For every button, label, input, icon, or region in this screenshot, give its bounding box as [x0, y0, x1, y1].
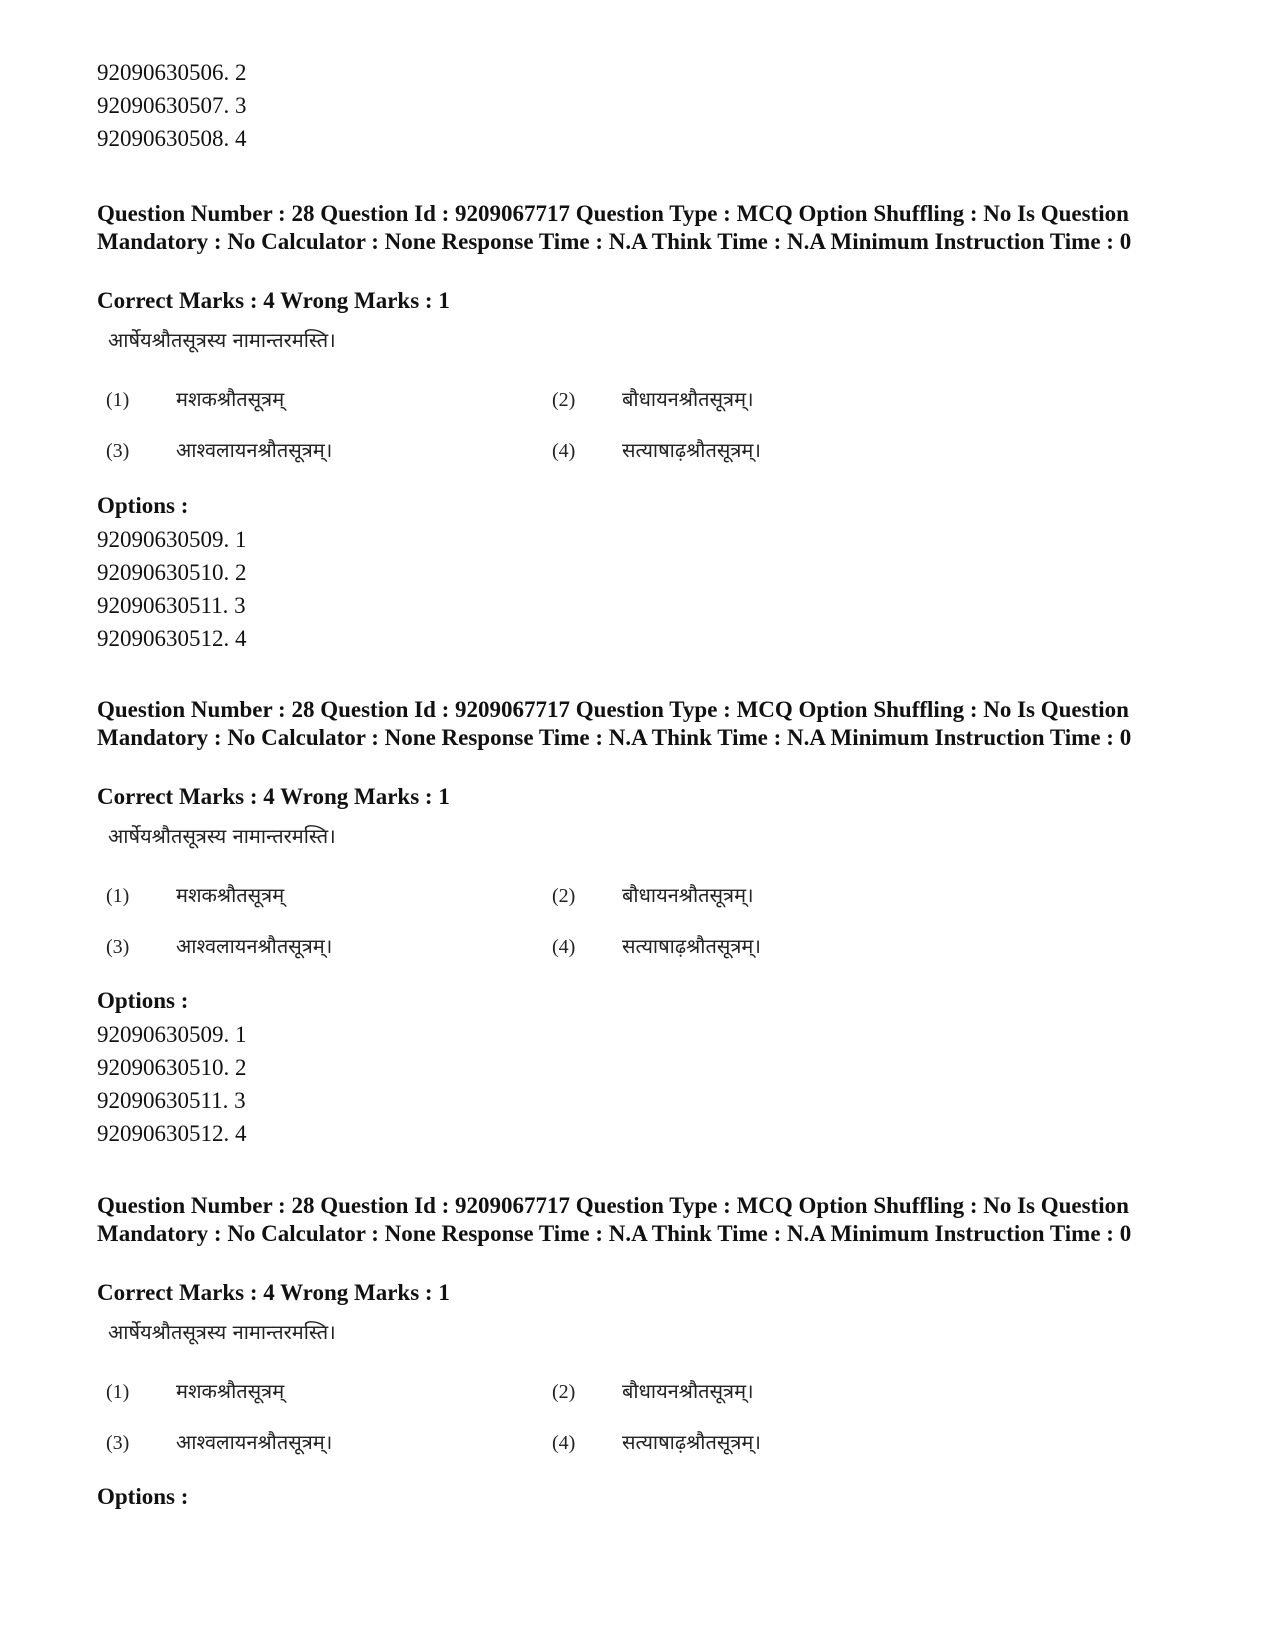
options-label: Options :: [97, 988, 189, 1013]
choice-number: (2): [552, 389, 576, 411]
option-line: 92090630509. 1: [97, 527, 247, 552]
choice-text: बौधायनश्रौतसूत्रम्।: [622, 883, 754, 907]
choice-2: [552, 881, 754, 910]
option-line: 92090630510. 2: [97, 1055, 247, 1080]
option-line: 92090630512. 4: [97, 1121, 247, 1146]
choice-4: [552, 932, 761, 961]
option-line: 92090630511. 3: [97, 1088, 246, 1113]
option-line: 92090630511. 3: [97, 593, 246, 618]
choice-number: (4): [552, 1432, 576, 1454]
options-label: Options :: [97, 493, 189, 518]
option-line: 92090630508. 4: [97, 126, 247, 151]
choice-4: [552, 436, 761, 465]
choice-number: (1): [106, 1381, 130, 1403]
choice-4: [552, 1428, 761, 1457]
choice-2: [552, 1377, 754, 1406]
choice-3: [106, 1428, 332, 1457]
choice-text: मशकश्रौतसूत्रम्: [176, 387, 285, 411]
choice-text: सत्याषाढ़श्रौतसूत्रम्।: [622, 438, 761, 462]
choice-text: बौधायनश्रौतसूत्रम्।: [622, 387, 754, 411]
choice-number: (3): [106, 440, 130, 462]
question-stem: आर्षेयश्रौतसूत्रस्य नामान्तरमस्ति।: [108, 328, 336, 352]
option-line: 92090630507. 3: [97, 93, 247, 118]
choice-text: मशकश्रौतसूत्रम्: [176, 883, 285, 907]
choice-2: [552, 385, 754, 414]
choice-number: (4): [552, 440, 576, 462]
option-line: 92090630506. 2: [97, 60, 247, 85]
choice-text: बौधायनश्रौतसूत्रम्।: [622, 1379, 754, 1403]
question-header: Question Number : 28 Question Id : 9209067717 Question Type : MCQ Option Shuffling : No Is Question Mandatory : No Calculator : None Response Time : N.A Think Time : N.A Minimum Instruction Time : 0: [97, 201, 1132, 254]
question-stem: आर्षेयश्रौतसूत्रस्य नामान्तरमस्ति।: [108, 1320, 336, 1344]
marks-line: Correct Marks : 4 Wrong Marks : 1: [97, 1280, 450, 1305]
options-label: Options :: [97, 1484, 189, 1509]
question-stem: आर्षेयश्रौतसूत्रस्य नामान्तरमस्ति।: [108, 824, 336, 848]
marks-line: Correct Marks : 4 Wrong Marks : 1: [97, 784, 450, 809]
choice-text: मशकश्रौतसूत्रम्: [176, 1379, 285, 1403]
choice-3: [106, 436, 332, 465]
choice-text: आश्वलायनश्रौतसूत्रम्।: [176, 1430, 333, 1454]
option-line: 92090630509. 1: [97, 1022, 247, 1047]
question-header: Question Number : 28 Question Id : 9209067717 Question Type : MCQ Option Shuffling : No Is Question Mandatory : No Calculator : None Response Time : N.A Think Time : N.A Minimum Instruction Time : 0: [97, 697, 1132, 750]
choice-3: [106, 932, 332, 961]
choice-number: (4): [552, 936, 576, 958]
choice-number: (2): [552, 885, 576, 907]
choice-number: (3): [106, 936, 130, 958]
choice-1: [106, 385, 284, 414]
option-line: 92090630510. 2: [97, 560, 247, 585]
choice-text: आश्वलायनश्रौतसूत्रम्।: [176, 934, 333, 958]
choice-text: सत्याषाढ़श्रौतसूत्रम्।: [622, 934, 761, 958]
choice-1: [106, 881, 284, 910]
choice-text: आश्वलायनश्रौतसूत्रम्।: [176, 438, 333, 462]
choice-1: [106, 1377, 284, 1406]
choice-number: (2): [552, 1381, 576, 1403]
option-line: 92090630512. 4: [97, 626, 247, 651]
choice-number: (1): [106, 389, 130, 411]
question-header: Question Number : 28 Question Id : 9209067717 Question Type : MCQ Option Shuffling : No Is Question Mandatory : No Calculator : None Response Time : N.A Think Time : N.A Minimum Instruction Time : 0: [97, 1193, 1132, 1246]
choice-number: (1): [106, 885, 130, 907]
choice-number: (3): [106, 1432, 130, 1454]
marks-line: Correct Marks : 4 Wrong Marks : 1: [97, 288, 450, 313]
choice-text: सत्याषाढ़श्रौतसूत्रम्।: [622, 1430, 761, 1454]
